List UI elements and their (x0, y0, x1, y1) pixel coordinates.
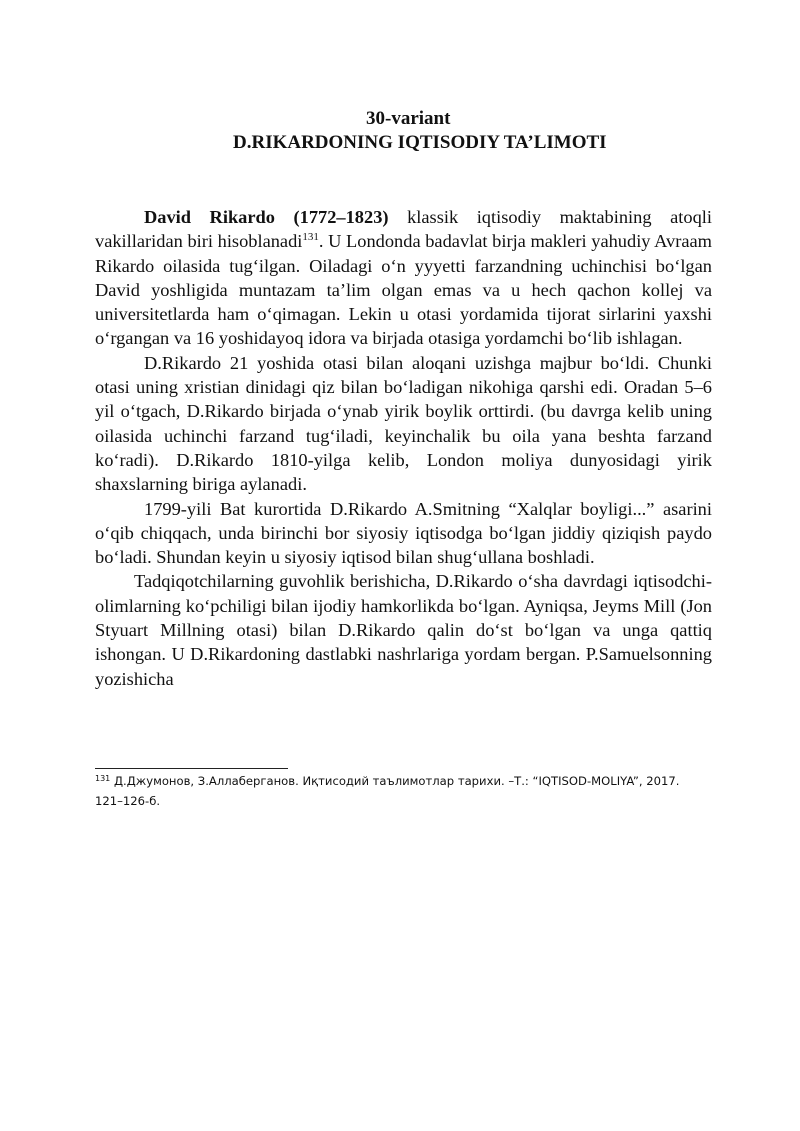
footnote-number: 131 (95, 774, 111, 783)
author-name: David Rikardo (1772–1823) (144, 207, 389, 227)
footnote (95, 771, 695, 811)
paragraph-1-text-a: klassik iqtisodiy maktabining atoqli vakillaridan biri hisoblanadi (95, 207, 712, 252)
paragraph-1 (95, 205, 712, 351)
paragraph-3: 1799-yili Bat kurortida D.Rikardo A.Smitning “Xalqlar boyligi...” asarini o‘qib chiqqach, unda birinchi bor siyosiy iqtisodga bo‘lgan jiddiy qiziqish paydo bo‘ladi. Shundan keyin u siyosiy iqtisod bilan shug‘ullana boshladi. (95, 498, 712, 568)
main-text (95, 205, 712, 691)
paragraph-2: D.Rikardo 21 yoshida otasi bilan aloqani uzishga majbur bo‘ldi. Chunki otasi uning xristian dinidagi qiz bilan bo‘ladigan nikohiga qarshi edi. Oradan 5–6 yil o‘tgach, D.Rikardo birjada o‘ynab yirik boylik orttirdi. (bu davrga kelib uning oilasida uchinchi farzand tug‘iladi, keyinchalik bu oila yana beshta farzand ko‘radi). D.Rikardo 1810-yilga kelib, London moliya dunyosidagi yirik shaxslarning biriga aylanadi. (95, 352, 712, 495)
variant-label: 30-variant (366, 108, 451, 129)
paragraph-1-text-b: . U Londonda badavlat birja makleri yahudiy Avraam Rikardo oilasida tug‘ilgan. Oiladagi o‘n yyyetti farzandning uchinchisi bo‘lgan David yoshligida muntazam ta’lim olgan emas va u hech qachon kollej va universitetlarda ham o‘qimagan. Lekin u otasi yordamida tijorat sirlarini yaxshi o‘rgangan va 16 yoshidayoq idora va birjada otasiga yordamchi bo‘lib ishlagan. (95, 231, 712, 349)
footnote-divider (95, 768, 288, 769)
page-title: D.RIKARDONING IQTISODIY TA’LIMOTI (233, 132, 607, 153)
paragraph-4: Tadqiqotchilarning guvohlik berishicha, D.Rikardo o‘sha davrdagi iqtisodchi-olimlarning ko‘pchiligi bilan ijodiy hamkorlikda bo‘lgan. Ayniqsa, Jeyms Mill (Jon Styuart Millning otasi) bilan D.Rikardo qalin do‘st bo‘lgan va unga qattiq ishongan. U D.Rikardoning dastlabki nashrlariga yordam bergan. P.Samuelsonning yozishicha (95, 571, 712, 689)
footnote-text: Д.Джумонов, З.Аллаберганов. Иқтисодий таълимотлар тарихи. –Т.: “IQTISOD-MOLIYA”, 2017. 121–126-б. (95, 774, 680, 808)
footnote-reference[interactable]: 131 (302, 231, 319, 244)
